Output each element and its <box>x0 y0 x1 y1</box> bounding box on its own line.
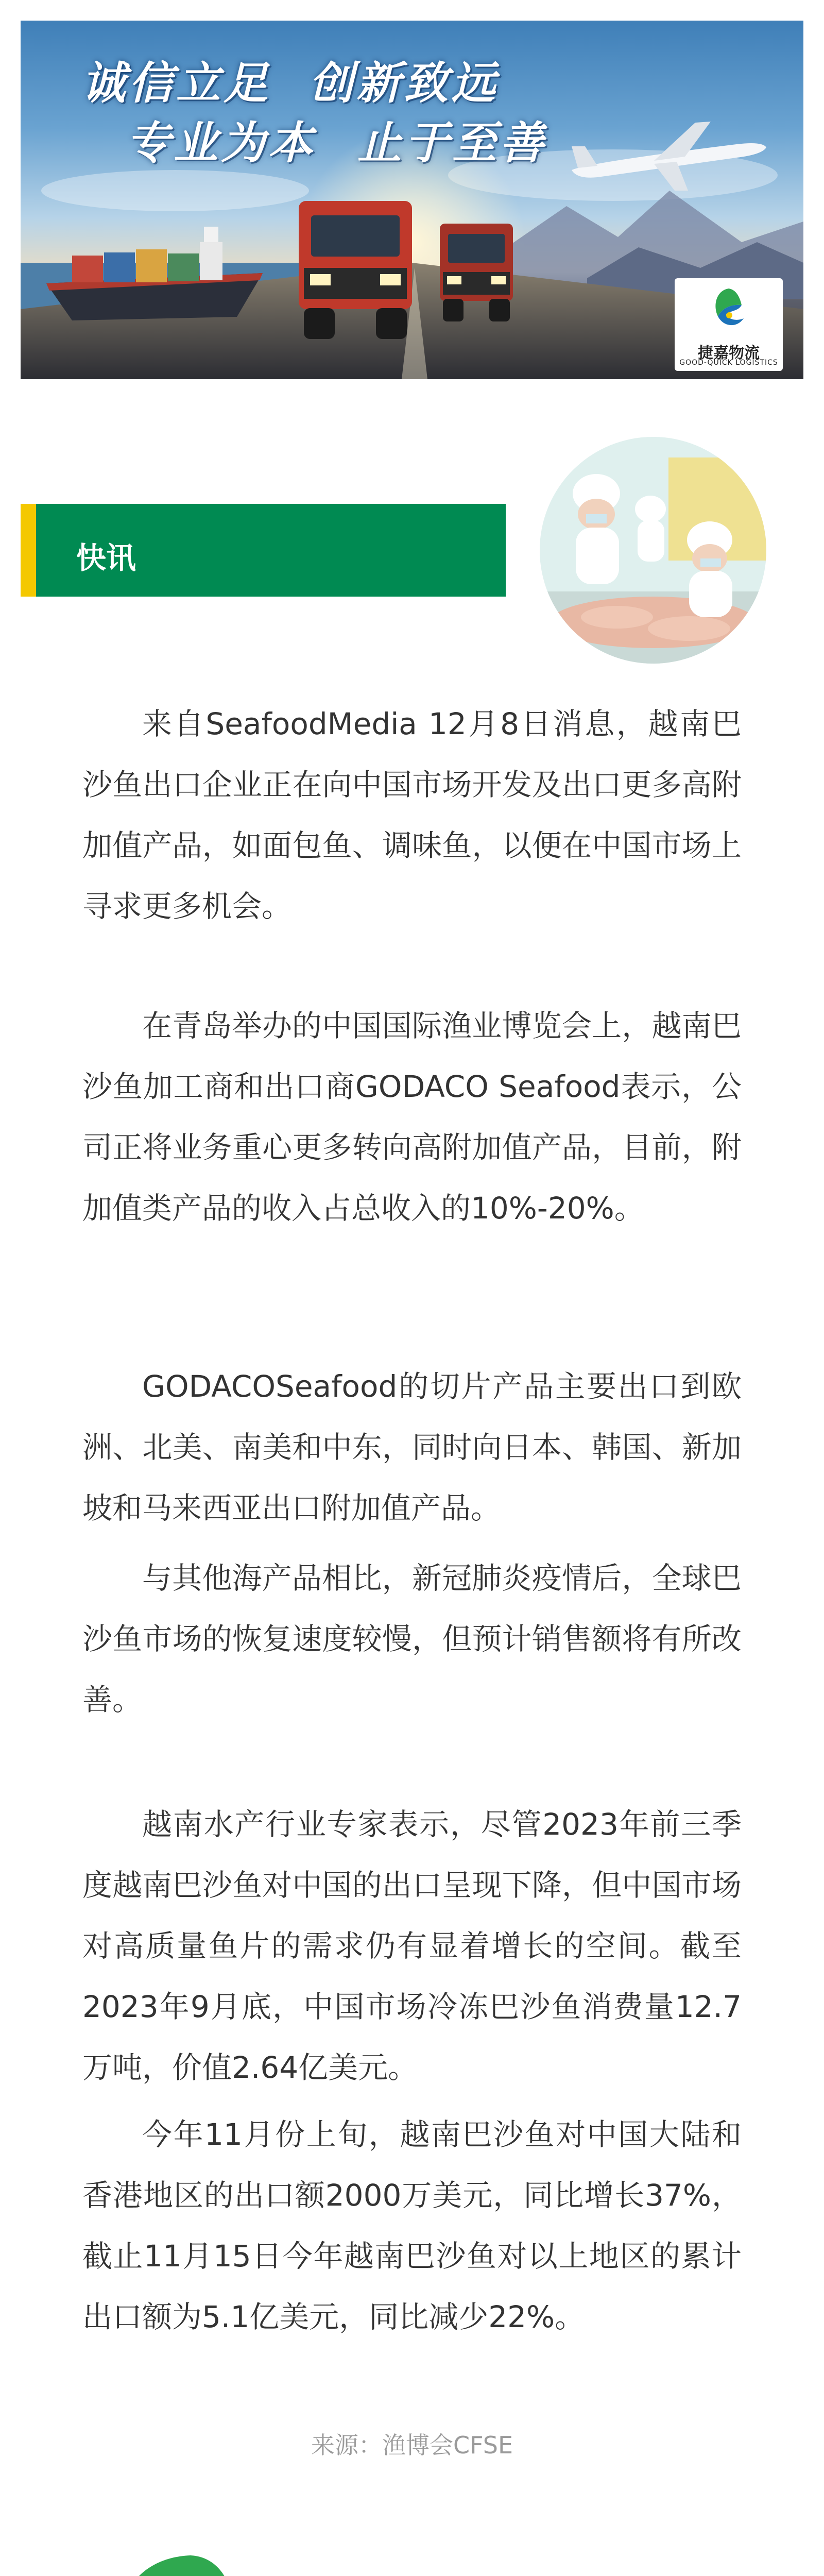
article-paragraph-1: 来自SeafoodMedia 12月8日消息，越南巴沙鱼出口企业正在向中国市场开发及出口更多高附加值产品，如面包鱼、调味鱼，以便在中国市场上寻求更多机会。 <box>82 706 742 924</box>
truck-icon <box>288 191 422 350</box>
slogan-line2-a: 专业为本 <box>126 117 316 169</box>
article-paragraph-5: 越南水产行业专家表示，尽管2023年前三季度越南巴沙鱼对中国的出口呈现下降，但中国市场对高质量鱼片的需求仍有显着增长的空间。截至2023年9月底，中国市场冷冻巴沙鱼消费量12.7万吨，价值2.64亿美元。 <box>82 1807 742 2085</box>
article-paragraph-2: 在青岛举办的中国国际渔业博览会上，越南巴沙鱼加工商和出口商GODACO Seafood表示，公司正将业务重心更多转向高附加值产品，目前，附加值类产品的收入占总收入的10%-20%。 <box>82 1008 742 1226</box>
section-title: 快讯 <box>76 540 136 575</box>
company-logo-icon <box>103 2550 278 2576</box>
seafood-processing-photo <box>540 437 766 664</box>
slogan-line1-a: 诚信立足 <box>81 57 271 109</box>
article-paragraph-4: 与其他海产品相比，新冠肺炎疫情后，全球巴沙鱼市场的恢复速度较慢，但预计销售额将有所改善。 <box>82 1561 742 1717</box>
company-logo-icon <box>711 285 747 337</box>
banner-company-logo <box>675 278 783 371</box>
workers-illustration <box>540 437 766 664</box>
article-paragraph-6: 今年11月份上旬，越南巴沙鱼对中国大陆和香港地区的出口额2000万美元，同比增长37%，截止11月15日今年越南巴沙鱼对以上地区的累计出口额为5.1亿美元，同比减少22%。 <box>82 2117 742 2334</box>
section-header-accent <box>21 504 36 597</box>
header-banner <box>21 21 803 379</box>
ship-icon <box>41 206 268 325</box>
banner-logo-en: GOOD-QUICK LOGISTICS <box>679 359 778 367</box>
article-source: 来源：渔博会CFSE <box>311 2431 513 2459</box>
slogan-line1-b: 创新致远 <box>309 57 499 109</box>
slogan-line2-b: 止于至善 <box>357 117 547 169</box>
truck-icon <box>433 216 520 330</box>
article-paragraph-3: GODACOSeafood的切片产品主要出口到欧洲、北美、南美和中东，同时向日本、韩国、新加坡和马来西亚出口附加值产品。 <box>82 1369 742 1526</box>
footer-logo-cn <box>297 2561 655 2576</box>
banner-logo-cn: 捷嘉物流 <box>698 344 760 362</box>
airplane-icon <box>566 113 772 196</box>
